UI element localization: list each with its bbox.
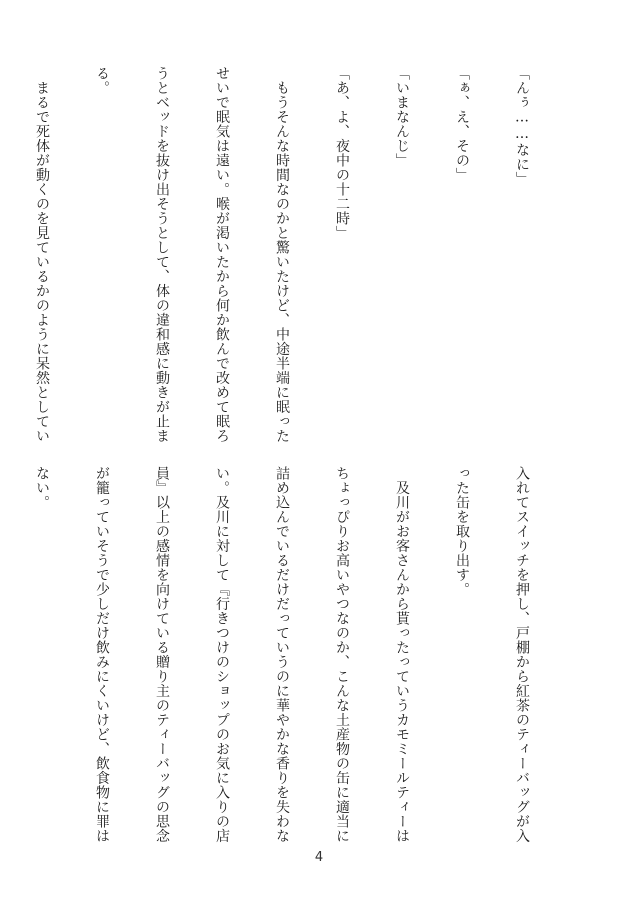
text-line: 「いまなんじ」: [394, 66, 410, 168]
text-line: せいで眠気は遠い。喉が渇いたから何か飲んで改めて眠ろ: [214, 66, 230, 443]
text-line: 詰め込んでいるだけだっていうのに華やかな香りを失わな: [274, 466, 290, 843]
text-block-lower: [34, 466, 572, 843]
text-line: る。: [94, 66, 110, 95]
text-line: 入れてスイッチを押し、戸棚から紅茶のティーバッグが入: [514, 466, 530, 843]
text-line: が籠っていそうで少しだけ飲みにくいけど、飲食物に罪は: [94, 466, 110, 843]
text-line: まるで死体が動くのを見ているかのように呆然としてい: [34, 66, 50, 443]
text-line: ない。: [34, 466, 50, 510]
page-number: 4: [314, 850, 324, 865]
text-line: った缶を取り出す。: [454, 466, 470, 597]
text-block-upper: [34, 66, 572, 443]
text-line: 「んぅ……なに」: [514, 66, 530, 186]
text-line: 及川がお客さんから貰ったっていうカモミールティーは: [394, 466, 410, 843]
text-line: ちょっぴりお高いやつなのか、こんな土産物の缶に適当に: [334, 466, 350, 843]
text-line: 「ぁ、え、その」: [454, 66, 470, 182]
text-line: 員』以上の感情を向けている贈り主のティーバッグの思念: [154, 466, 170, 843]
text-line: うとベッドを抜け出そうとして、体の違和感に動きが止ま: [154, 66, 170, 443]
text-line: 「あ、よ、夜中の十二時」: [334, 66, 350, 240]
text-line: もうそんな時間なのかと驚いたけど、中途半端に眠った: [274, 66, 290, 443]
text-line: い。及川に対して『行きつけのショップのお気に入りの店: [214, 466, 230, 843]
